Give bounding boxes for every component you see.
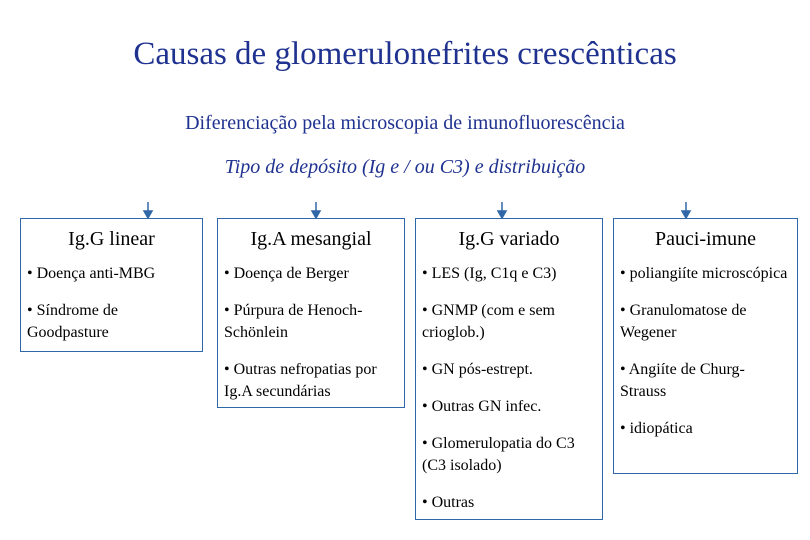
list-item: • Outras nefropatias por Ig.A secundárias bbox=[224, 361, 377, 400]
column-header: Ig.G variado bbox=[458, 228, 560, 250]
arrow-column-4 bbox=[682, 202, 690, 218]
list-item: • GNMP (com e sem crioglob.) bbox=[422, 302, 555, 341]
column-header: Ig.G linear bbox=[68, 228, 155, 250]
list-item: • Síndrome de Goodpasture bbox=[27, 302, 118, 341]
column-header: Pauci-imune bbox=[654, 228, 757, 250]
list-item: • Púrpura de Henoch-Schönlein bbox=[224, 302, 363, 341]
deposit-type-label: Tipo de depósito (Ig e / ou C3) e distribuição bbox=[224, 156, 586, 178]
list-item: • idiopática bbox=[620, 420, 693, 437]
arrow-column-3 bbox=[498, 202, 506, 218]
column-header: Ig.A mesangial bbox=[250, 228, 372, 250]
page-title: Causas de glomerulonefrites crescênticas bbox=[133, 36, 677, 72]
list-item: • Outras GN infec. bbox=[422, 398, 542, 415]
list-item: • Doença anti-MBG bbox=[27, 265, 156, 282]
column-pauci-imune bbox=[613, 218, 798, 474]
column-igg-linear bbox=[20, 218, 203, 352]
list-item: • LES (Ig, C1q e C3) bbox=[422, 265, 557, 282]
list-item: • Outras bbox=[422, 494, 475, 511]
list-item: • Granulomatose de Wegener bbox=[620, 302, 747, 341]
arrow-column-2 bbox=[312, 202, 320, 218]
list-item: • Doença de Berger bbox=[224, 265, 349, 282]
list-item: • Glomerulopatia do C3 (C3 isolado) bbox=[422, 435, 575, 474]
list-item: • poliangiíte microscópica bbox=[620, 265, 788, 282]
list-item: • Angiíte de Churg-Strauss bbox=[620, 361, 745, 400]
column-iga-mesangial bbox=[217, 218, 405, 408]
subtitle: Diferenciação pela microscopia de imunofluorescência bbox=[185, 112, 625, 134]
arrow-column-1 bbox=[144, 202, 152, 218]
list-item: • GN pós-estrept. bbox=[422, 361, 533, 378]
column-igg-variado bbox=[415, 218, 603, 520]
